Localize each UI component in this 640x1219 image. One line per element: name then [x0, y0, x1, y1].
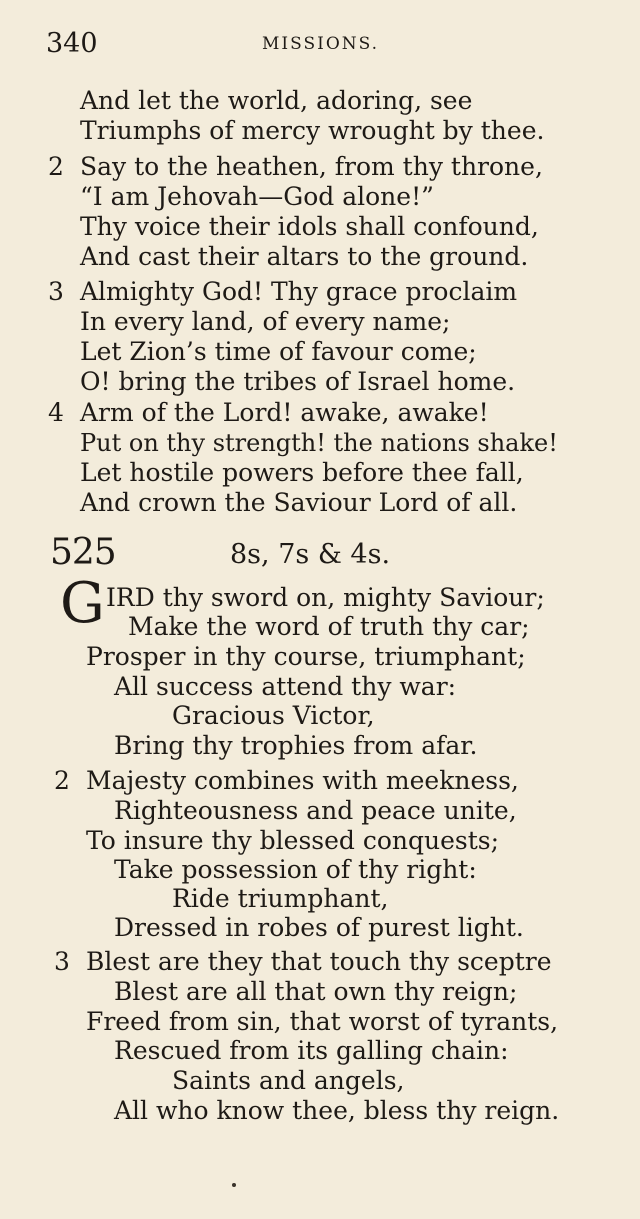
verse-line: And let the world, adoring, see — [80, 86, 473, 115]
verse-line: Gracious Victor, — [172, 701, 375, 730]
verse-line: Let Zion’s time of favour come; — [80, 337, 477, 366]
ink-speck — [232, 1183, 236, 1187]
running-title: MISSIONS. — [262, 34, 380, 54]
page-number: 340 — [46, 28, 98, 59]
verse-line: Blest are they that touch thy sceptre — [86, 947, 552, 976]
first-line-rest: thy sword on, mighty Saviour; — [154, 583, 545, 612]
verse-line: To insure thy blessed conquests; — [86, 826, 500, 855]
verse-line: Triumphs of mercy wrought by thee. — [80, 116, 545, 145]
stanza-number: 2 — [48, 152, 64, 181]
verse-line: Bring thy trophies from afar. — [114, 731, 478, 760]
verse-line: Blest are all that own thy reign; — [114, 977, 518, 1006]
verse-line: Ride triumphant, — [172, 884, 389, 913]
verse-line: Saints and angels, — [172, 1066, 405, 1095]
verse-line: All who know thee, bless thy reign. — [114, 1096, 560, 1125]
verse-line: And cast their altars to the ground. — [80, 242, 529, 271]
stanza-number: 2 — [54, 766, 70, 795]
verse-line: Arm of the Lord! awake, awake! — [80, 398, 489, 427]
first-verse-line — [106, 583, 545, 613]
page-header — [0, 28, 640, 68]
verse-line: Almighty God! Thy grace proclaim — [80, 277, 518, 306]
hymn-meter: 8s, 7s & 4s. — [230, 539, 391, 570]
verse-line: Majesty combines with meekness, — [86, 766, 519, 795]
verse-line: Rescued from its galling chain: — [114, 1036, 509, 1065]
first-word-smallcaps: IRD — [106, 583, 155, 612]
drop-cap-letter: G — [60, 571, 105, 636]
verse-line: Righteousness and peace unite, — [114, 796, 517, 825]
stanza-number: 3 — [54, 947, 70, 976]
verse-line: Dressed in robes of purest light. — [114, 913, 524, 942]
verse-line: Put on thy strength! the nations shake! — [80, 429, 558, 457]
verse-line: Say to the heathen, from thy throne, — [80, 152, 543, 181]
verse-line: Prosper in thy course, triumphant; — [86, 642, 526, 671]
verse-line: Freed from sin, that worst of tyrants, — [86, 1007, 559, 1036]
verse-line: “I am Jehovah—God alone!” — [80, 182, 434, 211]
stanza-number: 3 — [48, 277, 64, 306]
verse-line: Make the word of truth thy car; — [128, 612, 530, 641]
verse-line: Let hostile powers before thee fall, — [80, 458, 524, 487]
stanza-number: 4 — [48, 398, 64, 427]
verse-line: Take possession of thy right: — [114, 855, 477, 884]
verse-line: In every land, of every name; — [80, 307, 451, 336]
verse-line: O! bring the tribes of Israel home. — [80, 367, 516, 396]
hymn-number: 525 — [50, 532, 116, 573]
verse-line: Thy voice their idols shall confound, — [80, 212, 539, 241]
verse-line: All success attend thy war: — [114, 672, 457, 701]
verse-line: And crown the Saviour Lord of all. — [80, 488, 518, 517]
